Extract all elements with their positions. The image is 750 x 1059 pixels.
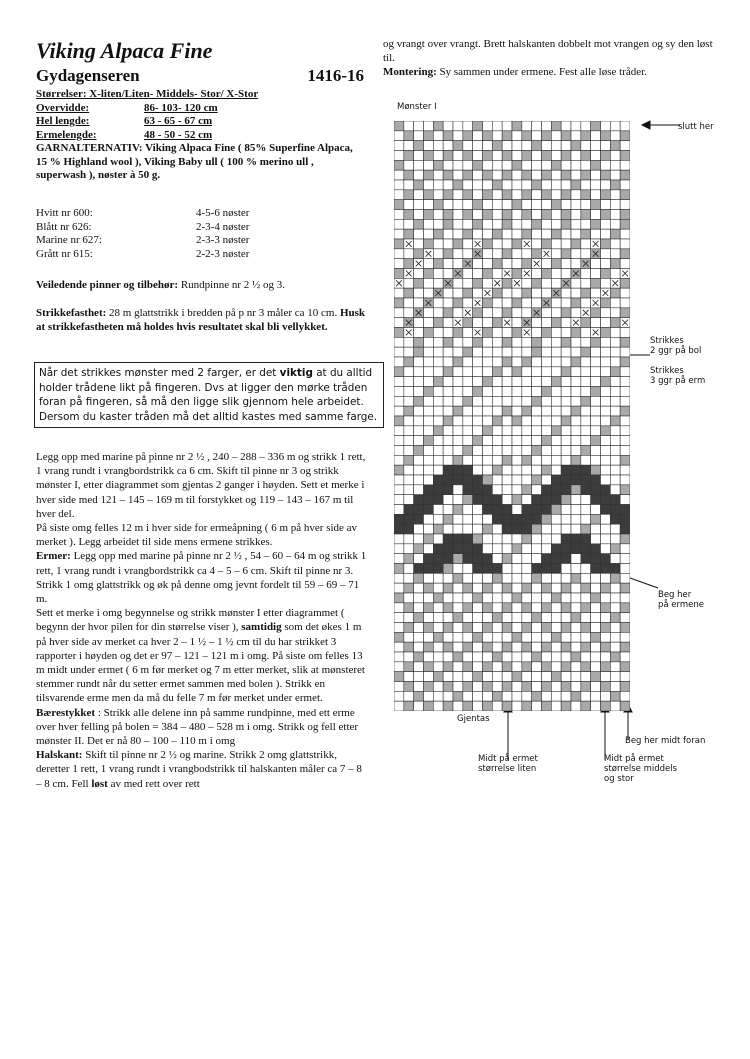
neck-continue: og vrangt over vrangt. Brett halskanten dobbelt mot vrangen og sy den løst til.: [383, 38, 713, 64]
beg-erm-2: på ermene: [658, 600, 705, 610]
chest-row: [36, 102, 366, 116]
color-name: Marine nr 627:: [36, 234, 102, 246]
midt-liten-2: størrelse liten: [478, 764, 537, 774]
info-box: [34, 362, 384, 428]
midt-mid-3: og stor: [604, 774, 634, 784]
length-value: 63 - 65 - 67 cm: [144, 115, 213, 127]
instr-p2: På siste omg felles 12 m i hver side for ermeåpning ( 6 m på hver side av merket ). Legg arbeidet til side mens ermene strikkes.: [36, 522, 358, 549]
gauge-text: 28 m glattstrikk i bredden på p nr 3 måler ca 10 cm.: [106, 307, 340, 319]
color-amount: 2-2-3 nøster: [196, 247, 250, 260]
sleeve-value: 48 - 50 - 52 cm: [144, 128, 213, 141]
label-beg-midt: Beg her midt foran: [625, 736, 706, 746]
color-row: [36, 248, 366, 262]
assembly-label: Montering:: [383, 66, 437, 78]
midt-mid-1: Midt på ermet: [604, 754, 664, 764]
color-name: Blått nr 626:: [36, 220, 92, 233]
instr-p6: [36, 748, 370, 791]
pattern-subtitle: [36, 66, 364, 86]
color-amount: 2-3-3 nøster: [196, 234, 250, 246]
slutt-arrow-icon: [642, 121, 650, 129]
needles-label: Veiledende pinner og tilbehør:: [36, 279, 179, 291]
length-row: [36, 115, 366, 129]
strikkes-1: Strikkes: [650, 336, 684, 346]
specs-block: [36, 88, 366, 183]
needles-para: [36, 278, 370, 292]
color-name: Hvitt nr 600:: [36, 207, 93, 219]
instr-p4: [36, 606, 370, 705]
pattern-number: 1416-16: [307, 66, 364, 85]
color-row: [36, 234, 366, 248]
neck-text: Skift til pinne nr 2 ½ og marine. Strikk 2 omg glattstrikk, deretter 1 rett, 1 vrang rundt i vrangbodstrikk til halskanten måler ca 7 – 8 – 8 cm. Fell: [36, 749, 362, 790]
instructions: [36, 450, 370, 791]
yoke-text: : Strikk alle delene inn på samme rundpinne, med ett erme over hver felling på bolen = 384 – 480 – 528 m i omg. Strikk og fell etter mønster II. Det er nå 80 – 100 – 110 m i omg: [36, 706, 359, 748]
chart-title: Mønster I: [397, 102, 437, 112]
sleeves-label: Ermer:: [36, 550, 71, 563]
box-bold: viktig: [279, 367, 313, 379]
neck-text-end: av med rett over rett: [107, 777, 200, 790]
gauge-bold: Husk at strikkefastheten må holdes hvis resultatet skal bli vellykket.: [36, 307, 366, 333]
instr-p1: Legg opp med marine på pinne nr 2 ½ , 240 – 288 – 336 m og strikk 1 rett, 1 vrang rundt i vrangbordstrikk ca 6 cm. Skift til pinne nr 3 og strikk mønster I, etter diagrammet som gjentas 2 ganger i høyden. Sett et merke i hver side med 121 – 145 – 169 m til forstykket og 119 – 143 – 167 m til hver del.: [36, 451, 366, 520]
instr-p3: [36, 549, 370, 606]
beg-erm-arrow-line: [630, 578, 658, 588]
color-row: [36, 221, 366, 235]
box-pre: Når det strikkes mønster med 2 farger, er det: [39, 367, 280, 379]
sleeve-row: [36, 129, 366, 143]
needles-text: Rundpinne nr 2 ½ og 3.: [178, 279, 286, 291]
label-gjentas: Gjentas: [457, 714, 490, 724]
color-row: [36, 207, 366, 221]
color-amount: 4-5-6 nøster: [196, 207, 250, 219]
gauge-label: Strikkefasthet:: [36, 307, 107, 319]
right-top-text: [383, 37, 718, 79]
p4b-text: som det økes 1 m på hver side av merket ca hver 2 – 1 ½ – 1 ½ cm til du har strikket 3 rapporter i høyden og det er 97 – 121 – 121 m i omg. På siste om felles 13 m midt under ermet ( 6 m før merket og 7 m etter merket, slik at mønsteret stemmer rundt når du setter ermet sammen med bolen ). Strikk en tilsvarende erme men da må du felle 7 m før merket under ermet.: [36, 621, 365, 705]
color-name: Grått nr 615:: [36, 247, 93, 260]
neck-label: Halskant:: [36, 749, 83, 762]
sleeves-text: Legg opp med marine på pinne nr 2 ½ , 54 – 60 – 64 m og strikk 1 rett, 1 vrang rundt i vrangbordstrikk ca 4 – 5 – 6 cm. Skift til pinne nr 3. Strikk 1 omg glattstrikk og øk på denne omg jevnt fordelt til 59 – 69 – 71 m.: [36, 550, 367, 606]
knitting-chart: [394, 121, 630, 711]
color-amount: 2-3-4 nøster: [196, 220, 250, 233]
label-slutt: slutt her: [678, 122, 714, 132]
chest-label: Overvidde:: [36, 101, 90, 114]
yoke-label: Bærestykket: [36, 706, 96, 719]
subtitle-text: Gydagenseren: [36, 66, 140, 85]
strikkes-2b: 3 ggr på erm: [650, 376, 706, 386]
instr-p5: [36, 706, 370, 749]
assembly-para: [383, 65, 718, 79]
strikkes-2: Strikkes: [650, 366, 684, 376]
midt-mid-2: størrelse middels: [604, 764, 678, 774]
sizes-line: Størrelser: X-liten/Liten- Middels- Stor/ X-Stor: [36, 88, 259, 100]
strikkes-1b: 2 ggr på bol: [650, 346, 702, 356]
p4-bold: samtidig: [241, 621, 282, 634]
box-post: at du alltid holder trådene likt på fingeren. Dvs at ligger den mørke tråden foran på fingeren, så må den ligge slik gjennom hele arbeidet. Dersom du kaster tråden må det alltid kastes med samme farge.: [39, 367, 378, 423]
assembly-text: Sy sammen under ermene. Fest alle løse tråder.: [436, 66, 647, 78]
neck-bold: løst: [91, 777, 108, 790]
beg-erm-1: Beg her: [658, 590, 692, 600]
p4-text: Sett et merke i omg begynnelse og strikk mønster I etter diagrammet ( begynn der hvor pilen for din størrelse viser ),: [36, 607, 345, 634]
pattern-title: Viking Alpaca Fine: [36, 38, 213, 63]
gauge-para: [36, 306, 370, 334]
sleeve-label: Ermelengde:: [36, 128, 97, 141]
color-list: [36, 207, 366, 261]
yarn-alternative: GARNALTERNATIV: Viking Alpaca Fine ( 85% Superfine Alpaca, 15 % Highland wool ), Viking Baby ull ( 100 % merino ull , superwash ), nøster à 50 g.: [36, 142, 353, 181]
length-label: Hel lengde:: [36, 115, 90, 127]
chest-value: 86- 103- 120 cm: [144, 101, 218, 114]
midt-liten-1: Midt på ermet: [478, 754, 538, 764]
